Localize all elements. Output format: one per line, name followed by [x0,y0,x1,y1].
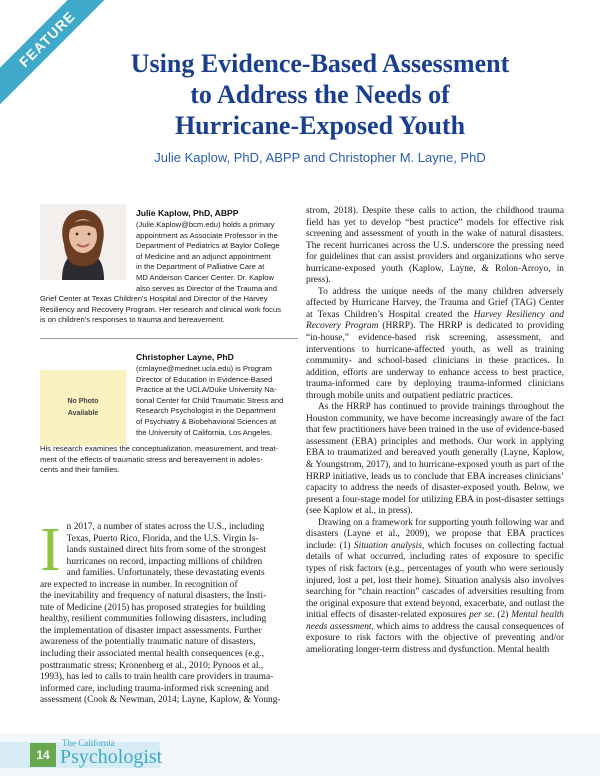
feature-ribbon-label: FEATURE [0,0,110,108]
body-line: tute of Medicine (2015) has proposed strategies for building [40,602,266,613]
article-title [60,48,580,141]
right-column-body [306,206,564,656]
body-line: including their associated mental health consequences (e.g., [40,649,265,660]
paragraph-2 [306,287,564,402]
bio-line: Grief Center at Texas Children's Hospital and Director of the Harvey [40,294,268,303]
bio-line: appointment as Associate Professor in the [136,230,278,240]
page-number: 14 [30,743,56,767]
body-line: are expected to increase in number. In recognition of [40,579,238,590]
paragraph-2-text-b: (HRRP). The HRRP is dedicated to providing “in-house,” evidence-based risk screening, assessment, and interventions to hurricane-affected youth, as well as training community- and school-based clinicians in these practices. In addition, efforts are underway to enhance access to best practice, trauma-informed care by deploying trauma-informed clinicians through mobile units and outpatient pediatric practices. [306,321,564,401]
title-line-2: to Address the Needs of [190,80,450,109]
magazine-name-small: The California [62,738,115,748]
title-line-1: Using Evidence-Based Assessment [130,49,510,78]
needs-assessment-term: Mental health needs assessment [306,610,564,632]
bio-line: cents and their families. [40,465,120,475]
bio-line: the University of California, Los Angeles. [136,427,273,437]
bio-line: Practice at the UCLA/Duke University Na- [136,385,277,395]
body-line: the inevitability and frequency of natural disasters, the Insti- [40,591,267,602]
bio-text-layne [136,364,316,438]
bio-text-layne-cont [40,444,300,476]
body-line: hurricanes on record, impacting millions of children [66,556,263,567]
bio-text-kaplow [136,220,316,294]
bio-name-kaplow: Julie Kaplow, PhD, ABPP [136,208,239,218]
no-photo-label: No Photo [67,398,99,405]
bio-line: MD Anderson Cancer Center. Dr. Kaplow [136,272,275,282]
magazine-name: Psychologist [60,746,163,768]
paragraph-2-text-a: To address the unique needs of the many children adversely affected by Hurricane Harvey, the Trauma and Grief (TAG) Center at Texas Children’s Hospital created the [306,286,564,320]
no-photo-label-2: Available [67,410,99,417]
bio-line: Resiliency and Recovery Program. Her research and clinical work focus [40,304,281,314]
paragraph-4-text-c: . (2) [492,610,512,621]
body-line: posttraumatic stress; Kronenberg et al., 2010; Pynoos et al., [40,660,264,671]
body-line: awareness of the potentially traumatic nature of disasters, [40,637,256,648]
body-line: lands sustained direct hits from some of the strongest [66,545,267,556]
bio-line: tional Center for Child Traumatic Stress and [136,395,284,405]
no-photo-placeholder [40,370,126,446]
bio-text-kaplow-cont [40,294,300,326]
per-se-term: per se [469,610,493,621]
bio-line: ment of the effects of traumatic stress and bereavement in adoles- [40,454,263,464]
paragraph-4 [306,518,564,657]
body-line: the implementation of disaster impact assessments. Further [40,625,262,636]
bio-line: Research Psychologist in the Department [136,406,276,416]
article-authors: Julie Kaplow, PhD, ABPP and Christopher M. Layne, PhD [154,150,486,165]
paragraph-3: As the HRRP has continued to provide trainings throughout the Houston community, we have become increasingly aware of the fact that few practitioners have been trained in the use of evidence-based assessment (EBA) principles and methods. Our work in applying EBA to traumatized and bereaved youth generally (Layne, Kaplow, & Youngstrom, 2017), and to hurricane-exposed youth as part of the HRRP initiative, leads us to conclude that EBA increases clinicians’ capacity to address the needs of disaster-exposed youth. Below, we present a four-stage model for utilizing EBA in post-disaster settings (see Kaplow et al., in press). [306,402,564,517]
title-line-3: Hurricane-Exposed Youth [174,111,466,140]
bio-line: His research examines the conceptualization, measurement, and treat- [40,444,279,453]
bio-line: also serves as Director of the Trauma and [136,283,277,293]
bio-line: is on children's responses to trauma and bereavement. [40,315,225,325]
bio-line: (cmlayne@mednet.ucla.edu) is Program [136,364,273,373]
paragraph-1: strom, 2018). Despite these calls to action, the childhood trauma field has yet to develop “best practice” models for effective risk screening and assessment of youth in the wake of natural disasters. The recent hurricanes across the U.S. underscore the pressing need for guidelines that can assist providers and organizations who serve hurricane-exposed youth (Kaplow, Layne, & Rolon-Arroyo, in press). [306,206,564,286]
program-name: Harvey Resiliency and Recovery Program [306,309,564,332]
paragraph-4-text-b: , which focuses on collecting factual details of what occurred, including rates of exposure to specific types of risk factors (e.g., percentages of youth who were seriously injured, lost a pet, lost their home). Situation analysis also involves searching for “chain reaction” cascades of adversities resulting from the original exposure that extend beyond, exacerbate, and outlast the initial effects of disaster-related exposures [306,540,564,621]
body-line: and families. Unfortunately, these devastating events [66,568,265,579]
situation-analysis-term: Situation analysis [353,540,422,551]
paragraph-4-text-a: Drawing on a framework for supporting youth following war and disasters (Layne et al., 2009), we propose that EBA practices include: (1) [306,517,564,551]
body-line: n 2017, a number of states across the U.S., including [66,522,265,532]
drop-cap: I [40,516,61,584]
bio-divider [40,338,298,339]
bio-line: Department of Pediatrics at Baylor College [136,241,280,251]
bio-line: Director of Education in Evidence-Based [136,374,273,384]
bio-name-layne: Christopher Layne, PhD [136,352,234,362]
body-line: informed care, including trauma-informed risk screening and [40,683,269,694]
bio-line: (Julie.Kaplow@bcm.edu) holds a primary [136,220,275,229]
author-photo-kaplow [40,204,126,280]
paragraph-4-text-d: , which aims to address the causal consequences of exposure to risk factors with the objective of preventing and/or ameliorating longer-term distress and dysfunction. Mental health [306,621,564,655]
body-line: assessment (Cook & Newman, 2014; Layne, Kaplow, & Young- [40,695,281,706]
left-column-body [40,516,296,707]
bio-line: of Medicine and an adjunct appointment [136,251,271,261]
body-line: healthy, resilient communities following disasters, including [40,614,267,625]
bio-line: of Psychiatry & Biobehavioral Sciences at [136,416,277,426]
body-line: 1993), has led to calls to train health care providers in trauma- [40,672,274,683]
bio-line: in the Department of Palliative Care at [136,262,265,272]
body-line: Texas, Puerto Rico, Florida, and the U.S. Virgin Is- [66,533,259,544]
